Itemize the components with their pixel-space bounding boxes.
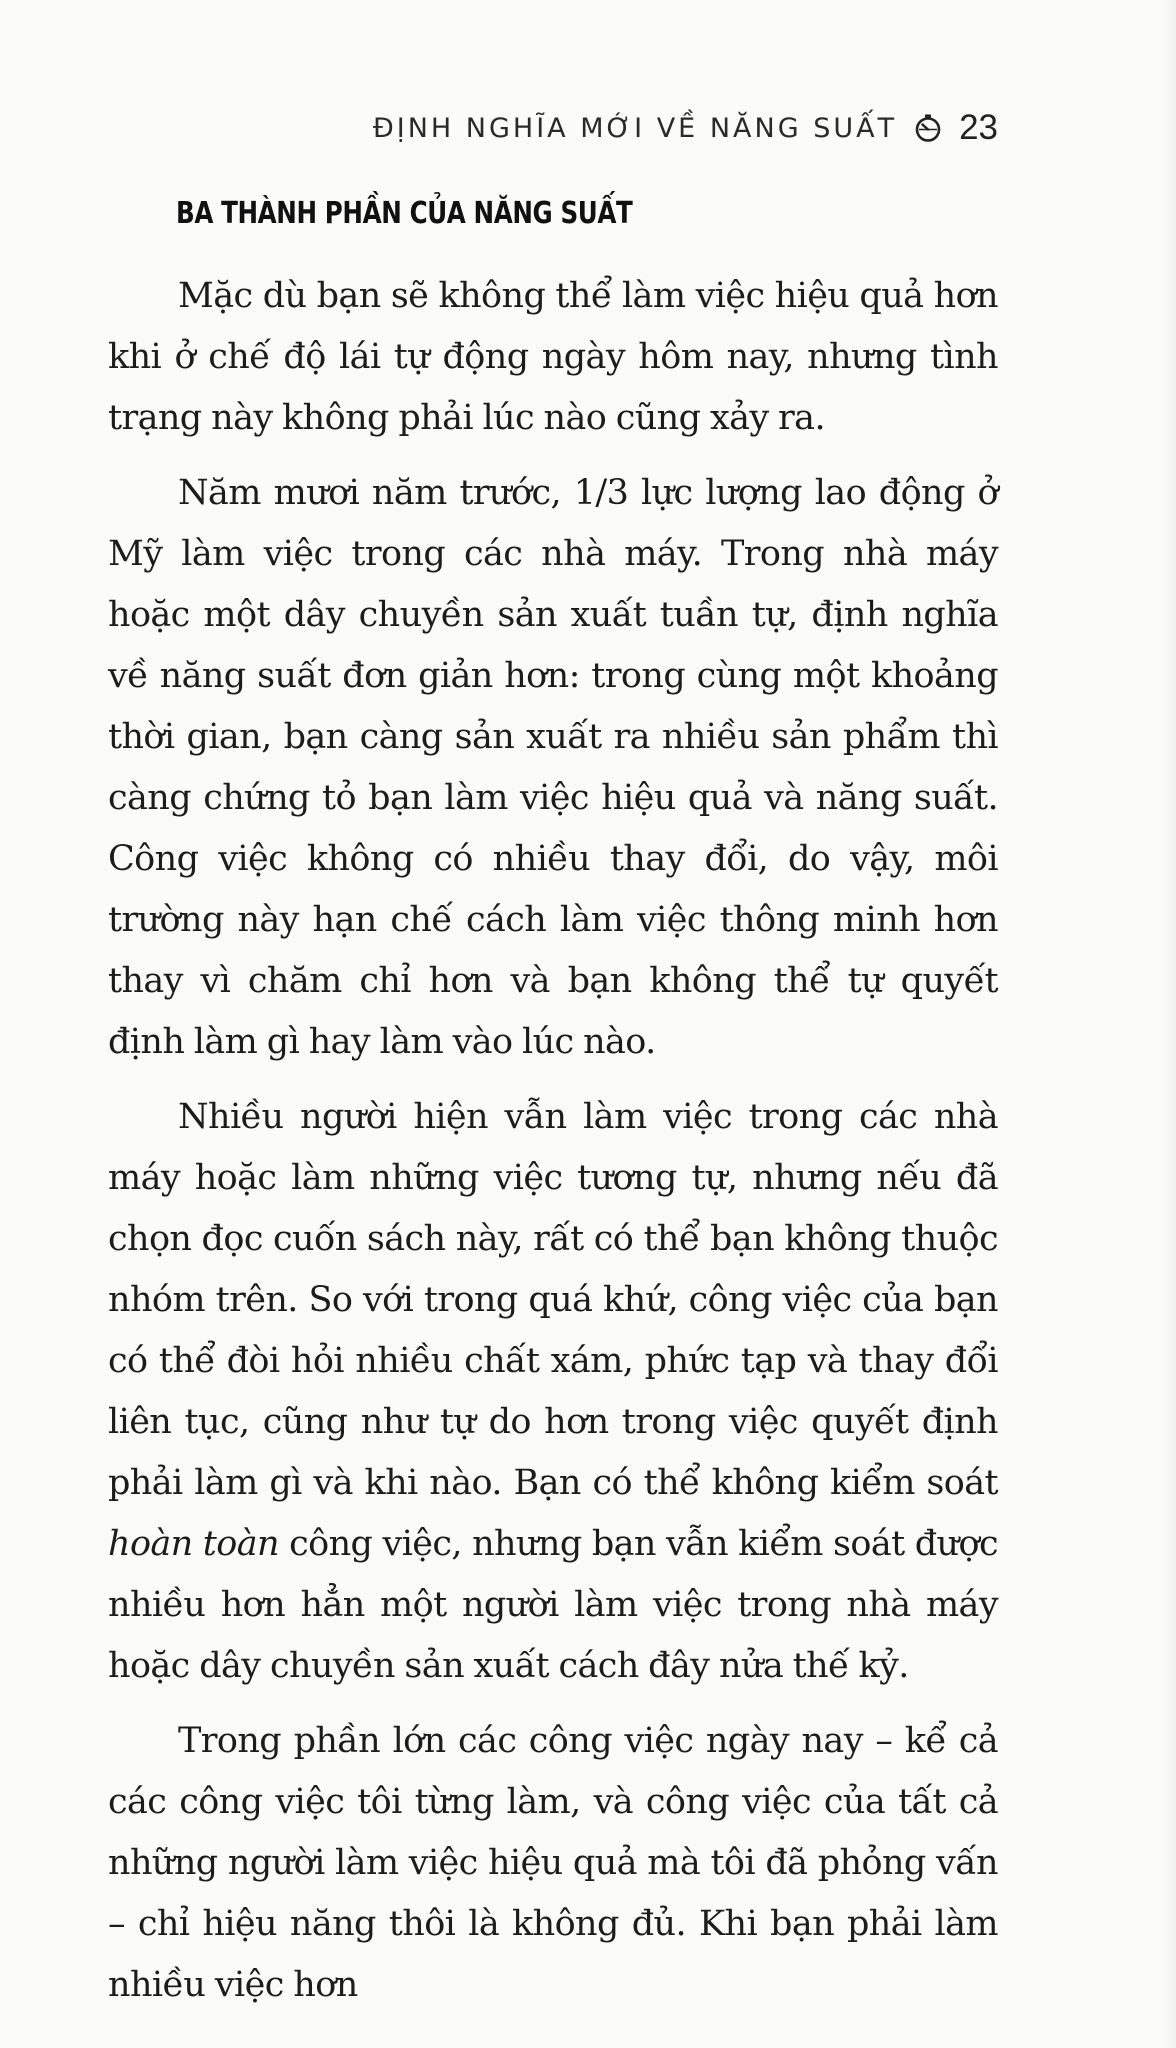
page-edge-shadow xyxy=(1162,0,1176,2048)
paragraph: Mặc dù bạn sẽ không thể làm việc hiệu quả hơn khi ở chế độ lái tự động ngày hôm nay, nhưng tình trạng này không phải lúc nào cũng xảy ra. xyxy=(108,276,998,438)
clock-icon xyxy=(913,113,943,143)
paragraph: Năm mươi năm trước, 1/3 lực lượng lao động ở Mỹ làm việc trong các nhà máy. Trong nhà máy hoặc một dây chuyền sản xuất tuần tự, định nghĩa về năng suất đơn giản hơn: trong cùng một khoảng thời gian, bạn càng sản xuất ra nhiều sản phẩm thì càng chứng tỏ bạn làm việc hiệu quả và năng suất. Công việc không có nhiều thay đổi, do vậy, môi trường này hạn chế cách làm việc thông minh hơn thay vì chăm chỉ hơn và bạn không thể tự quyết định làm gì hay làm vào lúc nào. xyxy=(108,473,998,1062)
body-text xyxy=(108,266,998,2030)
paragraph-text: công việc, nhưng bạn vẫn kiểm soát được nhiều hơn hẳn một người làm việc trong nhà máy hoặc dây chuyền sản xuất cách đây nửa thế kỷ. xyxy=(108,1524,999,1686)
running-title: ĐỊNH NGHĨA MỚI VỀ NĂNG SUẤT xyxy=(372,112,898,144)
paragraph-text: Nhiều người hiện vẫn làm việc trong các nhà máy hoặc làm những việc tương tự, nhưng nếu đã chọn đọc cuốn sách này, rất có thể bạn không thuộc nhóm trên. So với trong quá khứ, công việc của bạn có thể đòi hỏi nhiều chất xám, phức tạp và thay đổi liên tục, cũng như tự do hơn trong việc quyết định phải làm gì và khi nào. Bạn có thể không kiểm soát xyxy=(108,1097,998,1503)
paragraph xyxy=(108,1087,998,1697)
emphasized-text: hoàn toàn xyxy=(108,1524,279,1564)
running-header xyxy=(373,108,998,148)
paragraph: Trong phần lớn các công việc ngày nay – kể cả các công việc tôi từng làm, và công việc của tất cả những người làm việc hiệu quả mà tôi đã phỏng vấn – chỉ hiệu năng thôi là không đủ. Khi bạn phải làm nhiều việc hơn xyxy=(108,1721,998,2005)
section-heading: BA THÀNH PHẦN CỦA NĂNG SUẤT xyxy=(176,196,633,231)
page-number: 23 xyxy=(959,108,998,147)
